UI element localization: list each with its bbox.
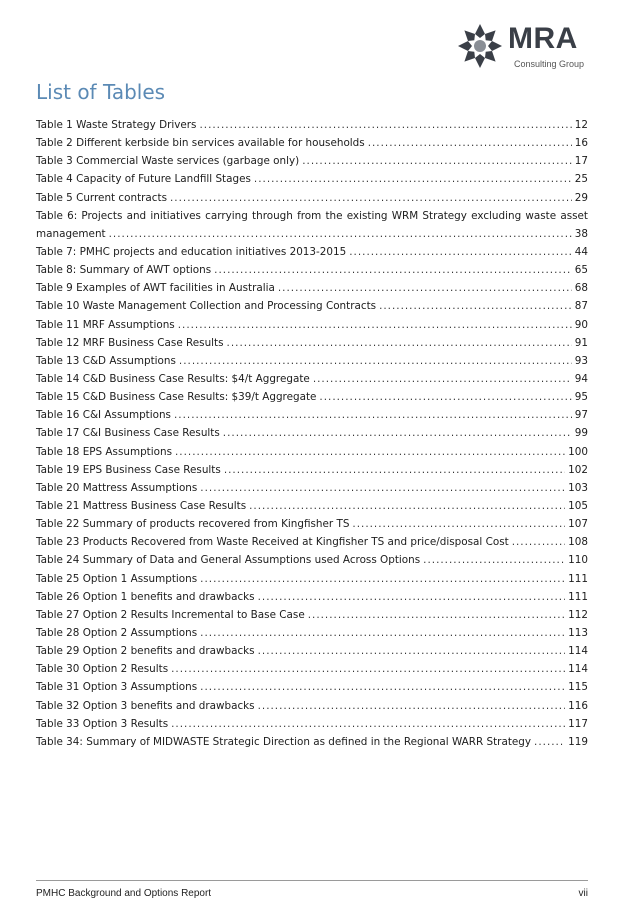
- page-title: List of Tables: [36, 80, 166, 104]
- toc-dot-leader: [352, 515, 565, 533]
- toc-entry-page: 17: [574, 155, 588, 168]
- toc-dot-leader: [349, 243, 572, 261]
- toc-entry-page: 107: [568, 518, 588, 531]
- toc-entry-page: 91: [574, 336, 588, 349]
- toc-dot-leader: [175, 443, 565, 461]
- toc-entry-page: 12: [574, 119, 588, 131]
- toc-entry-page: 116: [568, 699, 588, 712]
- toc-entry-page: 97: [574, 409, 588, 422]
- toc-entry-page: 29: [574, 191, 588, 204]
- footer-divider: [36, 880, 588, 881]
- toc-entry-page: 93: [574, 354, 588, 367]
- toc-entry[interactable]: [36, 116, 588, 134]
- toc-entry-title: Table 17 C&I Business Case Results: [36, 427, 220, 440]
- logo-wordmark: MRA: [508, 22, 578, 55]
- toc-dot-leader: [171, 660, 565, 678]
- toc-entry[interactable]: [36, 443, 588, 461]
- toc-entry-page: 111: [568, 590, 588, 603]
- toc-dot-leader: [179, 352, 572, 370]
- toc-entry[interactable]: [36, 352, 588, 370]
- toc-entry[interactable]: [36, 660, 588, 678]
- toc-entry-page: 114: [568, 663, 588, 676]
- toc-dot-leader: [258, 642, 566, 660]
- toc-entry-title: Table 25 Option 1 Assumptions: [36, 572, 198, 585]
- toc-entry[interactable]: [36, 207, 588, 243]
- toc-dot-leader: [258, 588, 566, 606]
- toc-dot-leader: [214, 261, 572, 279]
- toc-entry[interactable]: [36, 134, 588, 152]
- toc-dot-leader: [313, 370, 572, 388]
- toc-entry[interactable]: [36, 334, 588, 352]
- toc-dot-leader: [170, 189, 572, 207]
- toc-entry[interactable]: [36, 370, 588, 388]
- toc-entry-title: Table 31 Option 3 Assumptions: [36, 681, 198, 694]
- toc-entry[interactable]: [36, 406, 588, 424]
- toc-entry-page: 112: [568, 608, 588, 621]
- toc-dot-leader: [200, 479, 565, 497]
- toc-entry-title: Table 16 C&I Assumptions: [36, 409, 171, 422]
- toc-entry[interactable]: [36, 479, 588, 497]
- toc-entry-page: 113: [568, 626, 588, 639]
- toc-entry-page: 25: [574, 173, 588, 186]
- logo-subtitle: Consulting Group: [514, 59, 585, 69]
- toc-entry-title-continued: management: [36, 227, 106, 240]
- toc-dot-leader: [423, 551, 565, 569]
- toc-entry[interactable]: [36, 261, 588, 279]
- toc-dot-leader: [200, 624, 565, 642]
- list-of-tables: [36, 116, 588, 751]
- toc-entry[interactable]: [36, 279, 588, 297]
- toc-entry-title: Table 7: PMHC projects and education initiatives 2013-2015: [36, 246, 347, 258]
- toc-entry-page: 111: [568, 572, 588, 585]
- toc-entry-page: 102: [568, 463, 588, 476]
- toc-entry[interactable]: [36, 461, 588, 479]
- toc-entry-title: Table 30 Option 2 Results: [36, 663, 169, 676]
- toc-entry-page: 68: [574, 282, 588, 295]
- toc-entry-page: 90: [574, 318, 588, 331]
- toc-entry[interactable]: [36, 424, 588, 442]
- mra-logo-mark-icon: [456, 22, 504, 70]
- toc-entry-title: Table 3 Commercial Waste services (garbage only): [36, 155, 300, 168]
- toc-entry-page: 65: [574, 264, 588, 277]
- toc-entry-title: Table 22 Summary of products recovered from Kingfisher TS: [36, 518, 350, 531]
- toc-entry-title: Table 26 Option 1 benefits and drawbacks: [36, 590, 255, 603]
- toc-entry[interactable]: [36, 515, 588, 533]
- toc-dot-leader: [227, 334, 572, 352]
- toc-entry-title: Table 2 Different kerbside bin services available for households: [36, 137, 365, 150]
- toc-entry-title: Table 1 Waste Strategy Drivers: [36, 119, 197, 131]
- toc-entry-page: 99: [574, 427, 588, 440]
- toc-dot-leader: [319, 388, 571, 406]
- toc-entry-title: Table 4 Capacity of Future Landfill Stages: [36, 173, 251, 186]
- toc-entry-title: Table 28 Option 2 Assumptions: [36, 626, 198, 639]
- toc-entry-page: 110: [568, 554, 588, 567]
- toc-entry[interactable]: [36, 642, 588, 660]
- toc-entry-title: Table 23 Products Recovered from Waste Received at Kingfisher TS and price/disposal Cost: [36, 536, 509, 549]
- toc-entry-title: Table 33 Option 3 Results: [36, 717, 169, 730]
- toc-dot-leader: [200, 678, 565, 696]
- toc-entry-title: Table 14 C&D Business Case Results: $4/t Aggregate: [36, 372, 310, 385]
- toc-entry-title: Table 9 Examples of AWT facilities in Australia: [36, 282, 275, 295]
- toc-entry-page: 100: [568, 445, 588, 458]
- toc-entry[interactable]: [36, 388, 588, 406]
- toc-entry[interactable]: [36, 497, 588, 515]
- toc-dot-leader: [109, 225, 572, 243]
- toc-entry-title: Table 15 C&D Business Case Results: $39/t Aggregate: [36, 391, 317, 404]
- toc-dot-leader: [249, 497, 565, 515]
- toc-entry-title: Table 34: Summary of MIDWASTE Strategic Direction as defined in the Regional WARR Strategy: [36, 735, 532, 748]
- toc-entry-page: 95: [574, 391, 588, 404]
- toc-entry-title: Table 20 Mattress Assumptions: [36, 481, 198, 494]
- toc-entry[interactable]: [36, 624, 588, 642]
- toc-entry[interactable]: [36, 316, 588, 334]
- toc-dot-leader: [258, 697, 566, 715]
- toc-dot-leader: [302, 152, 572, 170]
- toc-entry-page: 16: [574, 137, 588, 150]
- toc-dot-leader: [368, 134, 572, 152]
- toc-entry-title: Table 10 Waste Management Collection and Processing Contracts: [36, 300, 377, 313]
- toc-entry[interactable]: [36, 170, 588, 188]
- toc-dot-leader: [174, 406, 572, 424]
- toc-entry[interactable]: [36, 297, 588, 315]
- toc-entry-page: 103: [568, 481, 588, 494]
- toc-entry[interactable]: [36, 551, 588, 569]
- toc-dot-leader: [223, 424, 572, 442]
- toc-dot-leader: [224, 461, 565, 479]
- toc-entry-title: Table 5 Current contracts: [36, 191, 167, 204]
- toc-dot-leader: [171, 715, 565, 733]
- toc-entry-title: Table 21 Mattress Business Case Results: [36, 499, 247, 512]
- toc-entry-title: Table 32 Option 3 benefits and drawbacks: [36, 699, 255, 712]
- toc-entry-title: Table 27 Option 2 Results Incremental to Base Case: [36, 608, 305, 621]
- toc-dot-leader: [278, 279, 572, 297]
- toc-entry-page: 108: [568, 536, 588, 549]
- toc-dot-leader: [254, 170, 572, 188]
- footer-report-title: PMHC Background and Options Report: [36, 888, 212, 899]
- toc-dot-leader: [178, 316, 572, 334]
- toc-entry-page: 87: [574, 300, 588, 313]
- toc-dot-leader: [534, 733, 565, 751]
- toc-entry-title: Table 19 EPS Business Case Results: [36, 463, 221, 476]
- toc-dot-leader: [379, 297, 572, 315]
- toc-entry[interactable]: [36, 588, 588, 606]
- toc-entry-page: 94: [574, 372, 588, 385]
- toc-entry[interactable]: [36, 678, 588, 696]
- toc-entry-page: 119: [568, 735, 588, 748]
- toc-entry[interactable]: [36, 533, 588, 551]
- toc-dot-leader: [199, 116, 571, 134]
- toc-dot-leader: [512, 533, 565, 551]
- toc-entry[interactable]: [36, 243, 588, 261]
- toc-entry[interactable]: [36, 189, 588, 207]
- toc-entry-page: 115: [568, 681, 588, 694]
- toc-entry-title: Table 12 MRF Business Case Results: [36, 336, 224, 349]
- toc-entry-page: 117: [568, 717, 588, 730]
- footer-page-number: vii: [578, 888, 588, 899]
- mra-logo: [456, 22, 606, 74]
- toc-entry[interactable]: [36, 606, 588, 624]
- toc-entry[interactable]: [36, 570, 588, 588]
- toc-entry-title: Table 6: Projects and initiatives carrying through from the existing WRM Strategy excluding waste asset: [36, 209, 588, 222]
- toc-entry-title: Table 18 EPS Assumptions: [36, 445, 172, 458]
- toc-entry-title: Table 13 C&D Assumptions: [36, 354, 176, 367]
- toc-dot-leader: [200, 570, 565, 588]
- toc-entry-page: 105: [568, 499, 588, 512]
- toc-entry[interactable]: [36, 697, 588, 715]
- toc-entry[interactable]: [36, 715, 588, 733]
- toc-entry[interactable]: [36, 733, 588, 751]
- toc-entry-title: Table 24 Summary of Data and General Assumptions used Across Options: [36, 554, 421, 567]
- toc-entry[interactable]: [36, 152, 588, 170]
- toc-dot-leader: [308, 606, 565, 624]
- toc-entry-title: Table 11 MRF Assumptions: [36, 318, 175, 331]
- toc-entry-page: 114: [568, 645, 588, 658]
- toc-entry-page: 44: [574, 246, 588, 258]
- toc-entry-page: 38: [574, 227, 588, 240]
- toc-entry-title: Table 8: Summary of AWT options: [36, 264, 212, 277]
- toc-entry-title: Table 29 Option 2 benefits and drawbacks: [36, 645, 255, 658]
